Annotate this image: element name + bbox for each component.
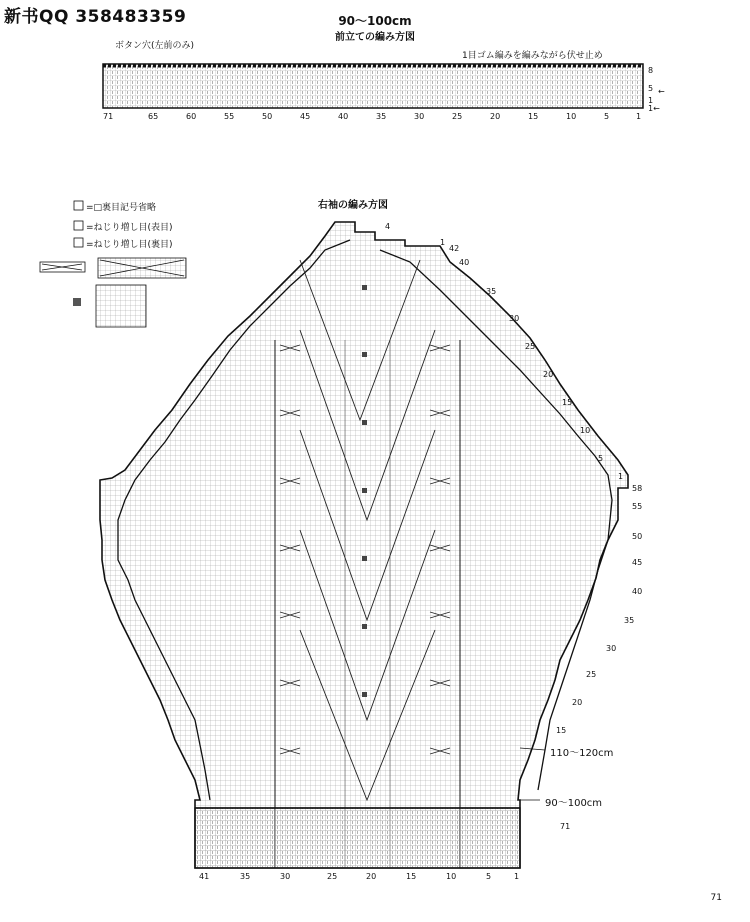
front-stitch-label: 1 (636, 112, 642, 121)
front-band-chart (103, 64, 643, 108)
front-stitch-label: 55 (224, 112, 235, 121)
front-stitch-label: 30 (414, 112, 425, 121)
page-number: 71 (710, 893, 722, 903)
sleeve-chart (100, 222, 628, 868)
front-stitch-label: 5 (604, 112, 610, 121)
legend-twisted-increase-purl: =ねじり増し目(裏目) (86, 240, 173, 250)
front-stitch-label: 60 (186, 112, 197, 121)
sleeve-row-label: 20 (543, 370, 554, 379)
sleeve-top-stitch: 4 (385, 222, 391, 231)
sleeve-bottom-label: 25 (327, 872, 338, 881)
sleeve-top-right: 1 (440, 238, 446, 247)
bindoff-note: 1目ゴム編みを編みながら伏せ止め (462, 51, 603, 61)
front-row-arrow: ← (658, 87, 665, 96)
sleeve-row-label-lower: 55 (632, 502, 643, 511)
sleeve-bottom-label: 35 (240, 872, 251, 881)
front-row-label: 8 (648, 66, 654, 75)
sleeve-row-label-lower: 30 (606, 644, 617, 653)
sleeve-bottom-label: 41 (199, 872, 210, 881)
front-stitch-label: 25 (452, 112, 463, 121)
size-small-label: 90〜100cm (545, 798, 603, 809)
sleeve-row-label: 42 (449, 244, 460, 253)
front-stitch-label: 35 (376, 112, 387, 121)
sleeve-bottom-label: 15 (406, 872, 417, 881)
legend-twisted-increase-knit: =ねじり増し目(表目) (86, 223, 173, 233)
buttonhole-note: ボタン穴(左前のみ) (115, 41, 195, 51)
sleeve-bottom-label: 5 (486, 872, 492, 881)
size-large-label: 110〜120cm (550, 748, 614, 759)
sleeve-row-label-lower: 50 (632, 532, 643, 541)
sleeve-outer-outline (100, 222, 628, 868)
sleeve-row-label-lower: 25 (586, 670, 597, 679)
front-row-arrow: 1← (648, 104, 660, 113)
front-stitch-label: 50 (262, 112, 273, 121)
sleeve-bottom-label: 1 (514, 872, 520, 881)
front-stitch-label: 65 (148, 112, 159, 121)
sleeve-row-label: 30 (509, 314, 520, 323)
sleeve-row-label: 5 (598, 454, 604, 463)
front-band-size: 90〜100cm (338, 14, 412, 28)
front-stitch-label: 10 (566, 112, 577, 121)
sleeve-row-label-lower: 15 (556, 726, 567, 735)
watermark-text: 新书QQ 358483359 (4, 7, 187, 27)
sleeve-row-label-lower: 40 (632, 587, 643, 596)
sleeve-row-label: 35 (486, 287, 497, 296)
sleeve-row-label: 15 (562, 398, 573, 407)
sleeve-bottom-label: 20 (366, 872, 377, 881)
sleeve-row-label-lower: 58 (632, 484, 643, 493)
sleeve-row-label: 1 (618, 472, 624, 481)
sleeve-bottom-label: 10 (446, 872, 457, 881)
sleeve-row-label: 40 (459, 258, 470, 267)
sleeve-bottom-label: 30 (280, 872, 291, 881)
sleeve-row-label-lower: 45 (632, 558, 643, 567)
front-stitch-label: 45 (300, 112, 311, 121)
small-size-number: 71 (560, 822, 571, 831)
front-row-label: 1 (648, 96, 654, 105)
front-stitch-label: 20 (490, 112, 501, 121)
sleeve-title: 右袖の編み方図 (318, 200, 388, 211)
sleeve-row-label: 25 (525, 342, 536, 351)
front-stitch-label: 40 (338, 112, 349, 121)
legend-purl-omitted: =□裏目記号省略 (86, 203, 157, 213)
front-stitch-label: 15 (528, 112, 539, 121)
sleeve-row-label-lower: 35 (624, 616, 635, 625)
front-row-label: 5 (648, 84, 654, 93)
front-stitch-label: 71 (103, 112, 114, 121)
sleeve-row-label-lower: 20 (572, 698, 583, 707)
sleeve-row-label: 10 (580, 426, 591, 435)
front-band-title: 前立ての編み方図 (335, 32, 415, 43)
